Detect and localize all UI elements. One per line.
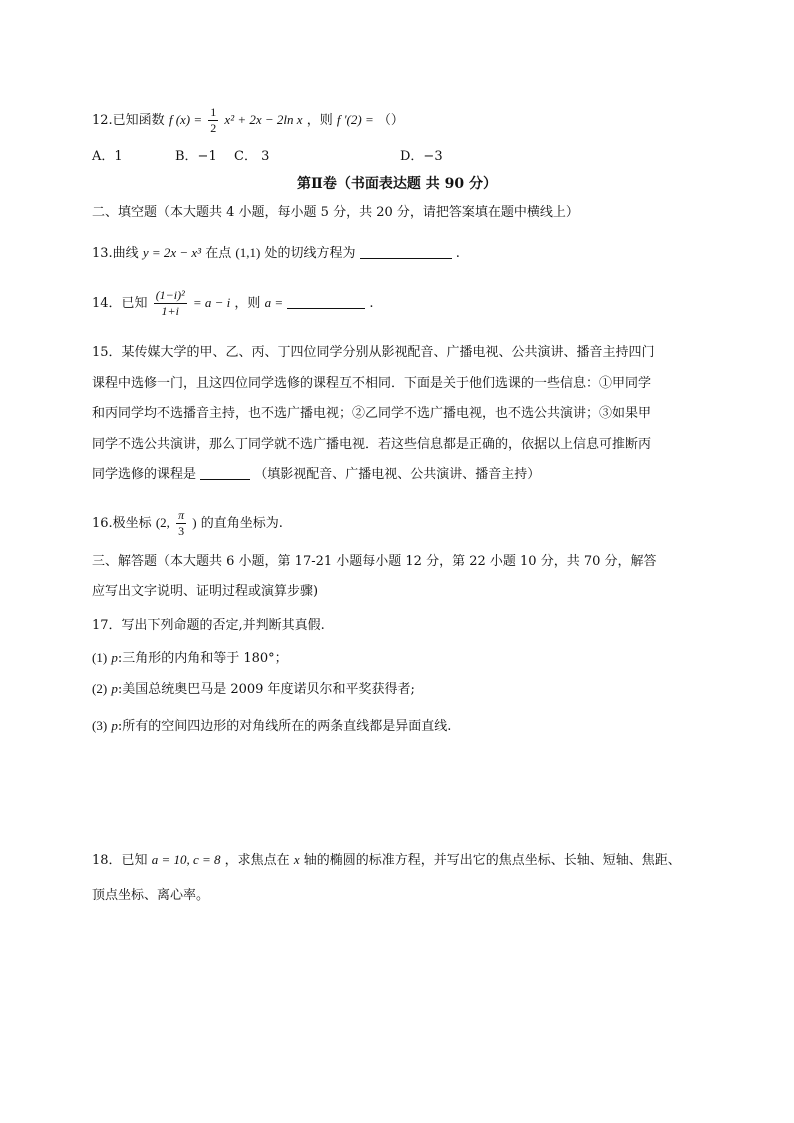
q15-last-prefix: 同学选修的课程是: [92, 467, 197, 482]
q17-item-3-p: p: [111, 718, 118, 733]
q14-mid: ，则: [234, 296, 261, 311]
q17-item-3-num: (3): [92, 718, 108, 733]
q12-paren: （）: [377, 113, 404, 128]
q17-item-2-num: (2): [92, 681, 108, 696]
q12-half-den: 2: [210, 121, 217, 135]
q13-expr: y = 2x − x³: [142, 245, 202, 260]
q16-pi: π: [178, 508, 185, 522]
part2-title: 第Ⅱ卷（书面表达题 共 90 分）: [297, 176, 497, 192]
q13-end: .: [455, 246, 460, 261]
q14-fraction: [154, 288, 187, 319]
q12-func-rest: x² + 2x − 2ln x: [224, 112, 303, 127]
q17-item-2: [92, 679, 415, 700]
q15-line-1: 15．某传媒大学的甲、乙、丙、丁四位同学分别从影视配音、广播电视、公共演讲、播音主持四门: [92, 345, 655, 360]
q16-suffix: 的直角坐标为.: [200, 516, 283, 531]
q15-line-3: 和丙同学均不选播音主持，也不选广播电视；②乙同学不选广播电视，也不选公共演讲；③如果甲: [92, 406, 652, 421]
q12-half-fraction: [208, 105, 218, 136]
section2-heading: 二、填空题（本大题共 4 小题，每小题 5 分，共 20 分，请把答案填在题中横线上）: [92, 205, 579, 220]
q14-rhs: = a − i: [192, 295, 231, 310]
q12-mid: ，则: [306, 113, 333, 128]
q17-item-1-num: (1): [92, 650, 108, 665]
q14-var: a =: [264, 295, 284, 310]
q15-answer-blank[interactable]: [200, 465, 250, 480]
question-12: [92, 105, 404, 136]
q17-item-2-p: p: [111, 681, 118, 696]
q13-answer-blank[interactable]: [360, 244, 452, 259]
q12-option-d: D．−3: [400, 149, 443, 164]
q18-rest: 轴的椭圆的标准方程，并写出它的焦点坐标、长轴、短轴、焦距、: [303, 853, 681, 868]
question-13: [92, 243, 460, 264]
q17-item-1-p: p: [111, 650, 118, 665]
q18-prefix: 18．已知: [92, 853, 148, 868]
q12-half-num: 1: [210, 105, 217, 119]
q18-mid: ，求焦点在: [224, 853, 290, 868]
q16-fraction: [176, 508, 186, 539]
q12-option-b: B．−1: [175, 149, 217, 164]
q15-line-4: 同学不选公共演讲，那么丁同学就不选广播电视．若这些信息都是正确的，依据以上信息可推断丙: [92, 437, 652, 452]
q17-item-2-text: :美国总统奥巴马是 2009 年度诺贝尔和平奖获得者;: [117, 682, 415, 697]
q17-intro: 17．写出下列命题的否定,并判断其真假.: [92, 618, 325, 633]
q16-open: (2,: [155, 515, 170, 530]
q14-end: .: [369, 296, 374, 311]
q16-prefix: 16.极坐标: [92, 516, 152, 531]
q13-prefix: 13.曲线: [92, 246, 139, 261]
q14-numerator: (1−i)²: [155, 288, 185, 302]
q15-line-2: 课程中选修一门，且这四位同学选修的课程互不相同．下面是关于他们选课的一些信息：①甲同学: [92, 376, 652, 391]
q13-point: (1,1): [235, 245, 261, 260]
question-14: [92, 288, 374, 319]
q18-x: x: [293, 852, 300, 867]
q18-line-2: 顶点坐标、离心率。: [92, 888, 210, 903]
q17-item-1-text: :三角形的内角和等于 180°；: [117, 651, 288, 666]
q12-derivative: f ′(2) =: [336, 112, 374, 127]
q14-answer-blank[interactable]: [287, 294, 365, 309]
q17-item-3: [92, 716, 451, 737]
q15-last-suffix: （填影视配音、广播电视、公共演讲、播音主持）: [254, 467, 541, 482]
question-18: [92, 850, 681, 871]
section3-heading-line1: 三、解答题（本大题共 6 小题，第 17-21 小题每小题 12 分，第 22 小题 10 分，共 70 分，解答: [92, 554, 657, 569]
q18-cond: a = 10, c = 8: [151, 852, 221, 867]
q14-prefix: 14．已知: [92, 296, 148, 311]
q17-item-1: [92, 648, 288, 669]
section3-heading-line2: 应写出文字说明、证明过程或演算步骤): [92, 584, 319, 599]
q12-option-c: C． 3: [234, 149, 270, 164]
q13-mid: 在点: [205, 246, 232, 261]
q16-three: 3: [178, 524, 185, 538]
question-16: [92, 508, 283, 539]
q13-suffix: 处的切线方程为: [264, 246, 356, 261]
q16-close: ): [192, 515, 197, 530]
q17-item-3-text: :所有的空间四边形的对角线所在的两条直线都是异面直线.: [117, 719, 452, 734]
q12-option-a: A．1: [92, 149, 123, 164]
q12-func-lhs: f (x) =: [168, 112, 203, 127]
q15-line-5: [92, 465, 540, 485]
q12-prefix: 12.已知函数: [92, 113, 165, 128]
q14-denominator: 1+i: [161, 304, 179, 318]
